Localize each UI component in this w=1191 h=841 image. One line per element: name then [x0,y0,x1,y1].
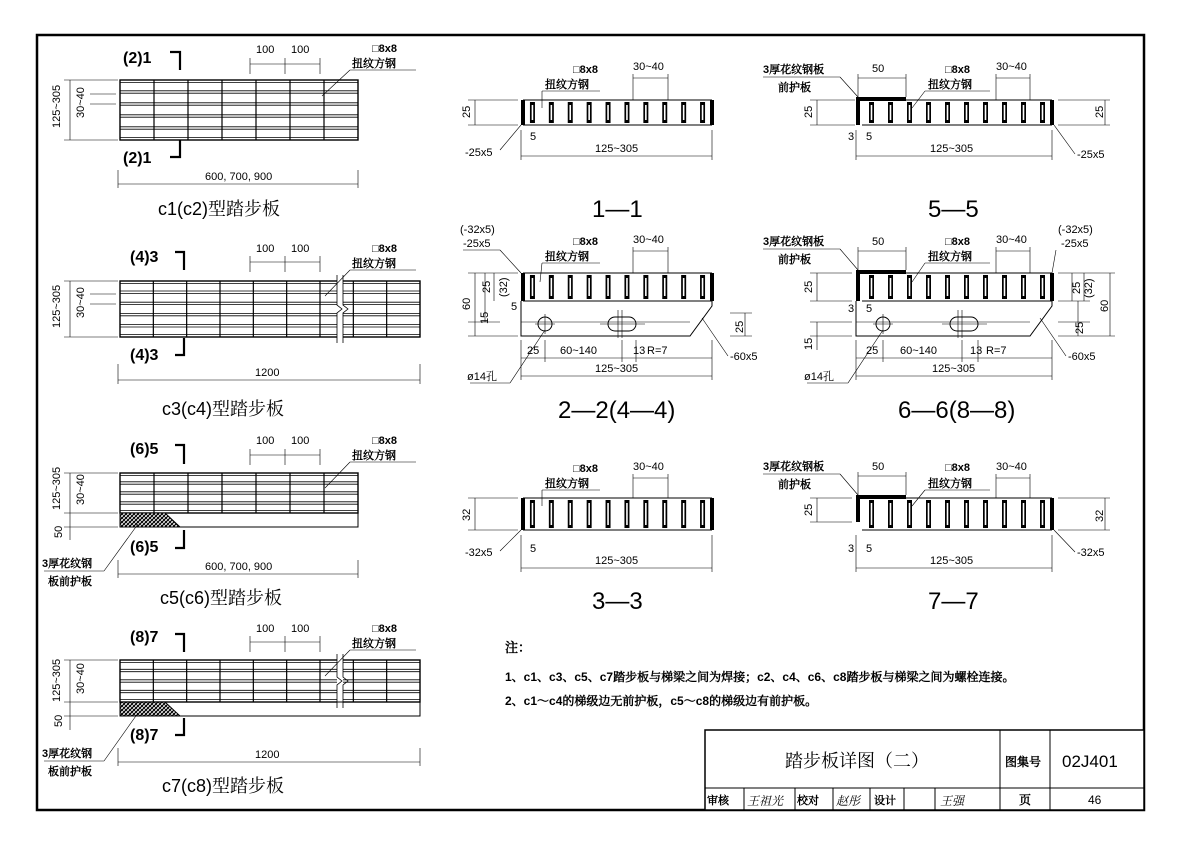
bar-name-label: 扭纹方钢 [352,258,396,270]
cut-mark-top: (6)5 [130,441,159,458]
note-item: 2、c1～c4的梯级边无前护板，c5～c8的梯级边有前护板。 [505,694,818,708]
height-dim-right: 25 [1094,105,1106,118]
section-7-7 [763,459,1110,615]
flat-bar-alt-label: (-32x5) [1058,224,1093,236]
height-15-dim: 15 [479,311,491,324]
width-dim: 125~305 [595,555,639,567]
bar-name-label: 扭纹方钢 [928,79,972,91]
height-dim: 125~305 [51,84,63,128]
guard-plate-hatch [120,702,180,716]
height-dim: 32 [461,508,473,521]
bar-size-label: □8x8 [945,462,970,474]
length-dim: 600, 700, 900 [205,171,273,183]
bar-size-label: □8x8 [573,236,598,248]
bar-name-label: 扭纹方钢 [545,251,589,263]
plan-caption: c7(c8)型踏步板 [162,776,285,796]
spacing-dim: 30~40 [996,461,1027,473]
guard-label: 前护板 [778,254,811,266]
bar-row [523,273,712,301]
bar-size-label: □8x8 [372,243,397,255]
gap-dim-a: 3 [848,303,855,315]
guard-width-dim: 50 [53,714,65,727]
edge-dim: 25 [527,345,540,357]
gap-dim-b: 5 [866,303,873,315]
pitch-dim: 100 [291,435,310,447]
bar-name-label: 扭纹方钢 [352,638,396,650]
section-title: 2—2(4—4) [558,397,676,424]
guard-plate-hatch [120,513,180,527]
pitch-dim: 100 [291,243,310,255]
gap-dim-a: 3 [848,543,855,555]
plate-label: 3厚花纹钢板 [763,64,825,76]
flat-bar-label: -25x5 [1061,238,1089,250]
guard-label: 前护板 [778,82,811,94]
check-label: 校对 [797,795,819,807]
cut-mark-bottom: (2)1 [123,150,152,167]
slot-width-dim: 13 [970,345,983,357]
grating-plan [120,654,420,708]
drawing-title: 踏步板详图（二） [785,751,929,771]
bar-name-label: 扭纹方钢 [928,251,972,263]
pitch-dim: 100 [256,435,275,447]
width-dim: 125~305 [932,363,976,375]
length-dim: 1200 [255,749,280,761]
width-dim: 125~305 [595,363,639,375]
radius-dim: R=7 [986,345,1007,357]
bar-size-label: □8x8 [945,236,970,248]
section-1-1 [461,61,714,223]
plan-caption: c5(c6)型踏步板 [160,588,283,608]
gap-dim-a: 3 [848,131,855,143]
width-dim: 125~305 [930,555,974,567]
cut-mark-top: (2)1 [123,50,152,67]
bar-size-label: □8x8 [573,64,598,76]
pitch-dim: 100 [256,623,275,635]
left-height-dim: 25 [803,280,815,293]
cut-arrow [175,252,184,270]
gap-dim-b: 5 [866,543,873,555]
guard-label: 3厚花纹钢 [42,748,93,760]
review-label: 审核 [707,795,729,807]
cut-mark-bottom: (6)5 [130,539,159,556]
hole-label: ø14孔 [467,371,497,383]
plan-c5 [42,435,416,608]
cut-mark-top: (4)3 [130,249,159,266]
hole-label: ø14孔 [804,371,834,383]
gap-dim: 5 [530,131,537,143]
pitch-dim: 100 [256,44,275,56]
plan-c1 [51,43,416,219]
spacing-dim: 30~40 [75,287,87,318]
grating-plan [120,275,420,343]
bar-row [862,100,1052,125]
height-15-dim: 15 [803,337,815,350]
height-25-dim: 25 [1071,281,1083,294]
guard-label: 3厚花纹钢 [42,558,93,570]
cut-arrow [175,445,184,464]
review-signature: 王祖光 [747,794,784,808]
length-dim: 600, 700, 900 [205,561,273,573]
height-32-dim: (32) [1083,278,1095,298]
bar-name-label: 扭纹方钢 [352,450,396,462]
plan-caption: c1(c2)型踏步板 [158,199,281,219]
edge-dim: 25 [866,345,879,357]
height-dim: 125~305 [51,284,63,328]
bar-name-label: 扭纹方钢 [545,79,589,91]
height-dim: 125~305 [51,466,63,510]
guard-width-dim: 50 [53,525,65,538]
plate-label: 3厚花纹钢板 [763,236,825,248]
section-5-5 [763,61,1110,223]
cut-arrow [175,634,184,652]
cut-mark-bottom: (4)3 [130,347,159,364]
height-60-dim: 60 [1099,299,1111,312]
section-3-3 [461,461,714,615]
section-2-2 [460,224,758,424]
flat-bar-label: -25x5 [1077,149,1105,161]
section-6-6 [763,224,1115,424]
bar-size-label: □8x8 [372,435,397,447]
plan-caption: c3(c4)型踏步板 [162,399,285,419]
spacing-dim: 30~40 [75,87,87,118]
width-dim: 125~305 [595,143,639,155]
spacing-dim: 30~40 [75,663,87,694]
gap-dim: 5 [511,301,518,313]
length-dim: 1200 [255,367,280,379]
bar-name-label: 扭纹方钢 [545,478,589,490]
width-dim: 125~305 [930,143,974,155]
check-signature: 赵彤 [836,794,861,808]
atlas-label: 图集号 [1005,755,1042,769]
title-block [705,730,1144,810]
bar-size-label: □8x8 [372,623,397,635]
plan-c3 [51,243,420,419]
cut-arrow [170,140,180,157]
slot-pitch-dim: 60~140 [560,345,598,357]
radius-dim: R=7 [647,345,668,357]
page-label: 页 [1019,793,1032,807]
height-dim-left: 25 [803,105,815,118]
section-title: 7—7 [928,588,979,615]
height-dim-left: 25 [803,503,815,516]
pitch-dim: 100 [291,623,310,635]
bar-size-label: □8x8 [372,43,397,55]
flat-bar-label: -25x5 [463,238,491,250]
guard-label: 板前护板 [48,576,92,588]
cut-arrow [175,530,184,548]
bar-name-label: 扭纹方钢 [928,478,972,490]
plate-width-dim: 50 [872,236,885,248]
flat-bar-label: -32x5 [1077,547,1105,559]
spacing-dim: 30~40 [75,474,87,505]
bar-row [523,498,712,530]
plan-c7 [42,623,420,796]
height-60-dim: 60 [461,297,473,310]
guard-label: 前护板 [778,479,811,491]
section-title: 3—3 [592,588,643,615]
section-title: 1—1 [592,196,643,223]
design-signature: 王强 [940,794,965,808]
note-item: 1、c1、c3、c5、c7踏步板与梯梁之间为焊接；c2、c4、c6、c8踏步板与梯梁之间为螺栓连接。 [505,670,1015,684]
bar-size-label: □8x8 [573,463,598,475]
design-label: 设计 [874,795,896,807]
flat-bar-label: -32x5 [465,547,493,559]
bar-size-label: □8x8 [945,64,970,76]
pitch-dim: 100 [256,243,275,255]
slot-width-dim: 13 [633,345,646,357]
cut-arrow [175,718,184,735]
page-number: 46 [1088,793,1102,807]
height-dim: 125~305 [51,658,63,702]
bar-row [862,273,1052,301]
spacing-dim: 30~40 [996,234,1027,246]
end-plate-label: -60x5 [1068,351,1096,363]
flat-bar-alt-label: (-32x5) [460,224,495,236]
grating-plan [120,473,358,513]
section-title: 6—6(8—8) [898,397,1016,424]
end-plate-label: -60x5 [730,351,758,363]
cut-arrow [175,338,184,355]
grating-plan [120,80,358,140]
gap-dim: 5 [530,543,537,555]
cut-mark-top: (8)7 [130,629,159,646]
height-32-dim: (32) [498,277,510,297]
spacing-dim: 30~40 [633,61,664,73]
spacing-dim: 30~40 [996,61,1027,73]
gap-dim-b: 5 [866,131,873,143]
right-25-dim: 25 [1074,321,1086,334]
cut-mark-bottom: (8)7 [130,727,159,744]
slot-pitch-dim: 60~140 [900,345,938,357]
flat-bar-label: -25x5 [465,147,493,159]
spacing-dim: 30~40 [633,234,664,246]
notes [505,640,1014,708]
height-dim: 25 [461,105,473,118]
pitch-dim: 100 [291,44,310,56]
section-title: 5—5 [928,196,979,223]
bar-row [523,100,712,125]
height-25-dim: 25 [481,280,493,293]
spacing-dim: 30~40 [633,461,664,473]
bar-name-label: 扭纹方钢 [352,58,396,70]
plate-width-dim: 50 [872,63,885,75]
cut-arrow [170,52,180,70]
right-height-dim: 25 [734,320,746,333]
bar-row [862,498,1052,530]
atlas-number: 02J401 [1062,752,1118,771]
plate-label: 3厚花纹钢板 [763,461,825,473]
height-dim-right: 32 [1094,509,1106,522]
guard-label: 板前护板 [48,766,92,778]
plate-width-dim: 50 [872,461,885,473]
notes-heading: 注： [505,640,532,655]
